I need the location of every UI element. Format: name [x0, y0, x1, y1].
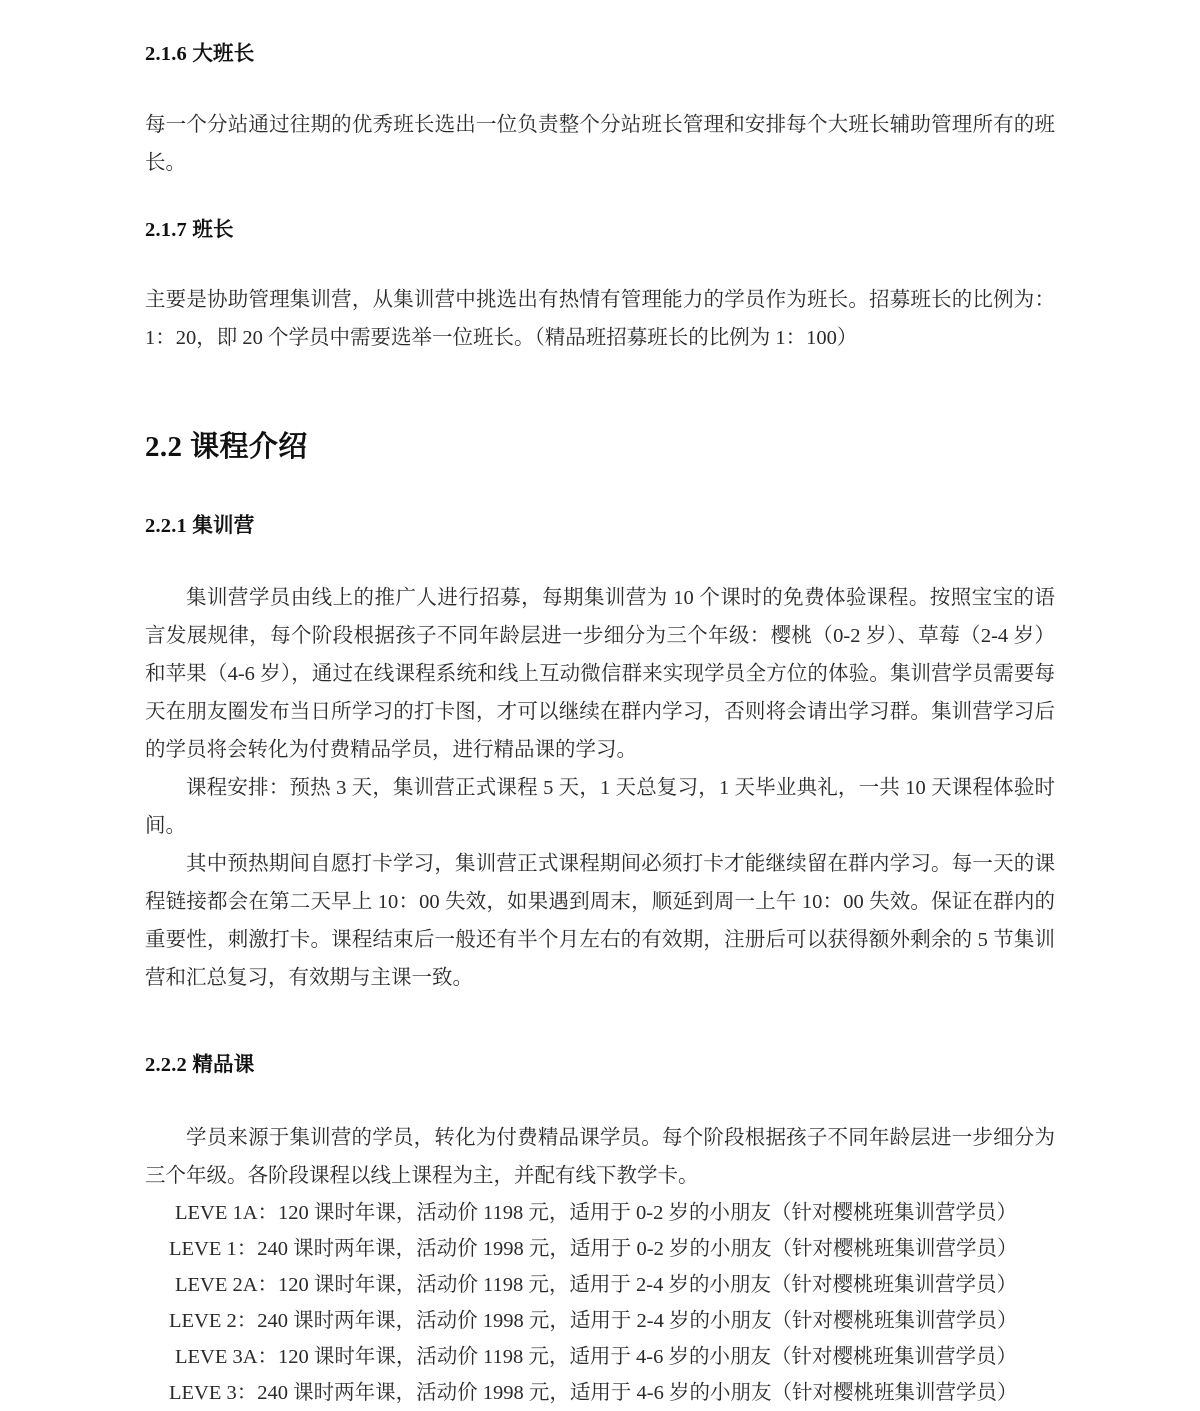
heading-2-2-1: 2.2.1 集训营 [145, 514, 255, 537]
spacer-after-heading-2-2-1 [145, 539, 1055, 579]
leve-course-list [145, 1195, 1055, 1411]
heading-2-2: 2.2 课程介绍 [145, 431, 308, 464]
list-item: LEVE 1A：120 课时年课，活动价 1198 元，适用于 0-2 岁的小朋友（针对樱桃班集训营学员） [175, 1201, 1017, 1224]
heading-2-1-6: 2.1.6 大班长 [145, 43, 255, 65]
list-item: LEVE 2A：120 课时年课，活动价 1198 元，适用于 2-4 岁的小朋友（针对樱桃班集训营学员） [175, 1273, 1017, 1296]
document-body [145, 0, 1055, 1411]
paragraph-2-2-2-1: 学员来源于集训营的学员，转化为付费精品课学员。每个阶段根据孩子不同年龄层进一步细分为三个年级。各阶段课程以线上课程为主，并配有线下教学卡。 [145, 1126, 1055, 1187]
list-item: LEVE 1：240 课时两年课，活动价 1998 元，适用于 0-2 岁的小朋友（针对樱桃班集训营学员） [169, 1237, 1018, 1260]
list-item: LEVE 2：240 课时两年课，活动价 1998 元，适用于 2-4 岁的小朋友（针对樱桃班集训营学员） [169, 1309, 1018, 1332]
list-item: LEVE 3A：120 课时年课，活动价 1198 元，适用于 4-6 岁的小朋友（针对樱桃班集训营学员） [175, 1345, 1017, 1368]
top-spacer [145, 0, 1055, 42]
spacer-before-section-2-2 [145, 357, 1055, 429]
paragraph-2-1-6-1: 每一个分站通过往期的优秀班长选出一位负责整个分站班长管理和安排每个大班长辅助管理所有的班长。 [145, 113, 1055, 174]
spacer-after-heading-2-1-7 [145, 243, 1055, 281]
heading-2-2-2: 2.2.2 精品课 [145, 1054, 255, 1077]
spacer-after-paragraph-2-1-6 [145, 182, 1055, 218]
paragraph-2-2-1-1: 集训营学员由线上的推广人进行招募，每期集训营为 10 个课时的免费体验课程。按照宝宝的语言发展规律，每个阶段根据孩子不同年龄层进一步细分为三个年级：樱桃（0-2 岁）、草莓（2-4 岁）和苹果（4-6 岁），通过在线课程系统和线上互动微信群来实现学员全方位的体验。集训营学员需要每天在朋友圈发布当日所学习的打卡图，才可以继续在群内学习，否则将会请出学习群。集训营学习后的学员将会转化为付费精品学员，进行精品课的学习。 [145, 587, 1055, 762]
spacer-before-section-2-2-2 [145, 997, 1055, 1053]
spacer-after-heading-2-2-2 [145, 1079, 1055, 1119]
paragraph-2-2-1-3: 其中预热期间自愿打卡学习，集训营正式课程期间必须打卡才能继续留在群内学习。每一天的课程链接都会在第二天早上 10：00 失效，如果遇到周末，顺延到周一上午 10：00 失效。保证在群内的重要性，刺激打卡。课程结束后一般还有半个月左右的有效期，注册后可以获得额外剩余的 5 节集训营和汇总复习，有效期与主课一致。 [145, 853, 1055, 990]
heading-2-1-7: 2.1.7 班长 [145, 218, 234, 241]
spacer-after-heading-2-2 [145, 466, 1055, 514]
list-item: LEVE 3：240 课时两年课，活动价 1998 元，适用于 4-6 岁的小朋友（针对樱桃班集训营学员） [169, 1381, 1018, 1404]
spacer-after-heading-2-1-6 [145, 68, 1055, 106]
paragraph-2-2-1-2: 课程安排：预热 3 天，集训营正式课程 5 天，1 天总复习，1 天毕业典礼，一共 10 天课程体验时间。 [145, 777, 1055, 838]
paragraph-2-1-7-1: 主要是协助管理集训营，从集训营中挑选出有热情有管理能力的学员作为班长。招募班长的比例为：1：20，即 20 个学员中需要选举一位班长。（精品班招募班长的比例为 1：100） [145, 289, 1055, 350]
